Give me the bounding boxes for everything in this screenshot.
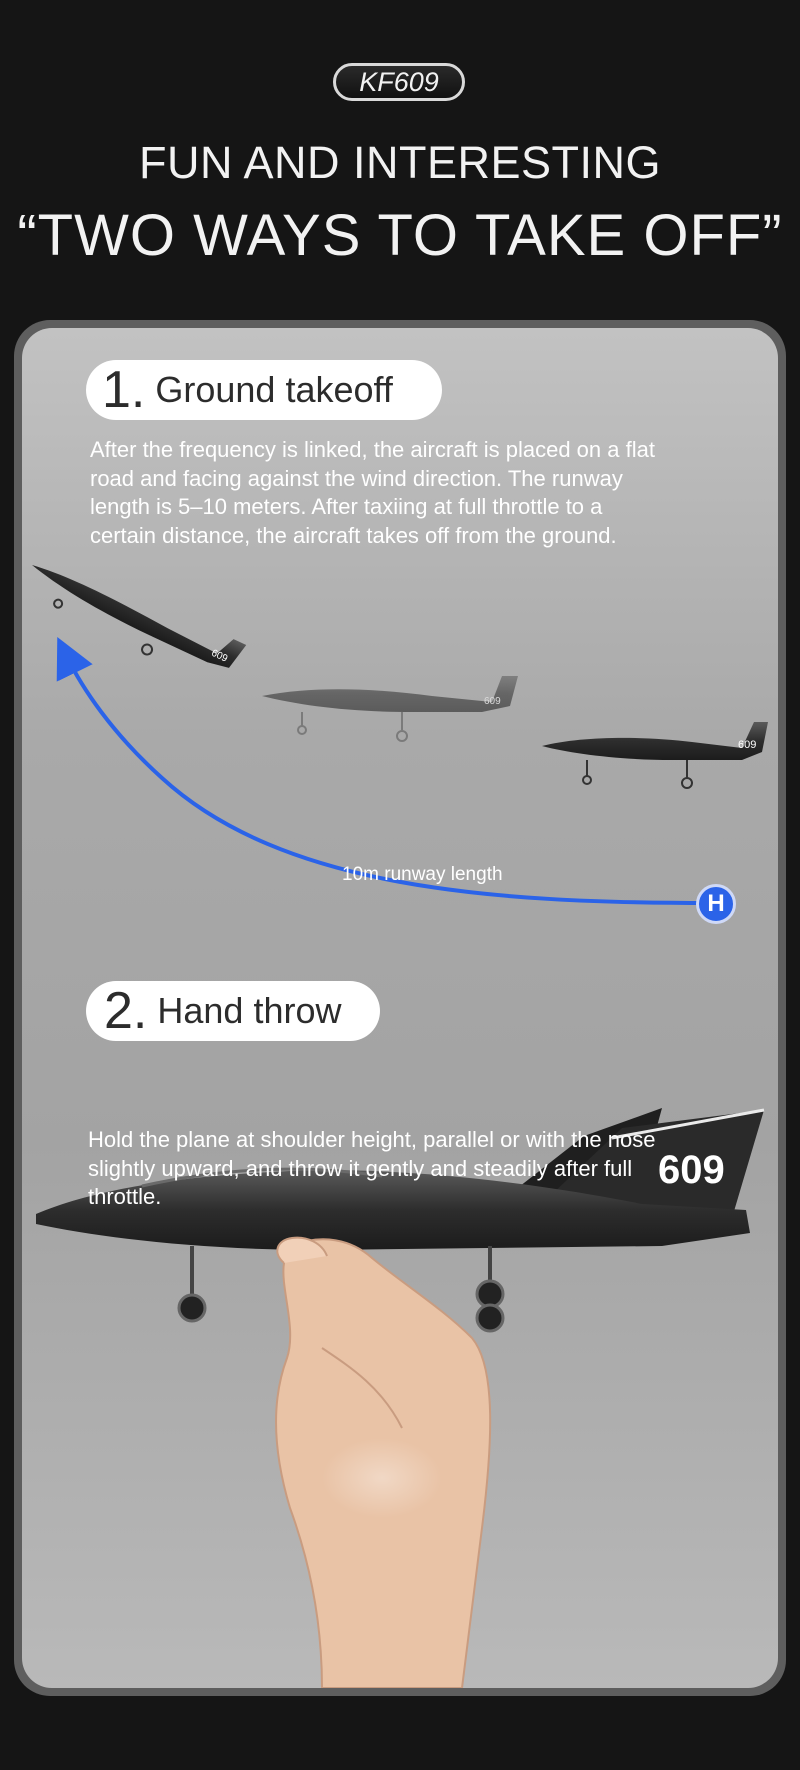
section-title: Hand throw <box>157 990 342 1031</box>
description-line: length is 5–10 meters. After taxiing at full throttle to a <box>90 494 603 519</box>
description-line: Hold the plane at shoulder height, parallel or with the nose <box>88 1127 656 1152</box>
section-pill-hand-throw <box>86 981 380 1041</box>
hand-icon <box>276 1238 490 1688</box>
description-line: throttle. <box>88 1184 162 1209</box>
section-pill-ground-takeoff <box>86 360 442 420</box>
tail-number: 609 <box>209 647 230 665</box>
description-line: road and facing against the wind direction. The runway <box>90 465 623 491</box>
description-line: slightly upward, and throw it gently and steadily after full <box>88 1155 633 1181</box>
model-badge: KF609 <box>333 63 465 101</box>
tail-number: 609 <box>484 696 501 707</box>
content-panel <box>22 328 778 1688</box>
tail-number: 609 <box>658 1148 725 1192</box>
runway-length-label: 10m runway length <box>342 864 503 885</box>
tail-number: 609 <box>738 739 757 751</box>
start-marker: H <box>696 884 736 924</box>
section-number: 1. <box>102 361 146 419</box>
aircraft-taxiing-icon <box>262 676 518 741</box>
aircraft-climbing-icon <box>22 549 246 692</box>
ground-takeoff-description <box>90 436 770 550</box>
headline-line1: FUN AND INTERESTING <box>138 137 662 188</box>
aircraft-start-icon <box>542 722 768 788</box>
section-number: 2. <box>104 982 148 1040</box>
hand-throw-description <box>88 1126 768 1212</box>
description-line: After the frequency is linked, the aircraft is placed on a flat <box>90 437 655 462</box>
description-line: certain distance, the aircraft takes off from the ground. <box>90 522 617 548</box>
headline-line2: “TWO WAYS TO TAKE OFF” <box>17 203 783 268</box>
section-title: Ground takeoff <box>155 369 393 410</box>
